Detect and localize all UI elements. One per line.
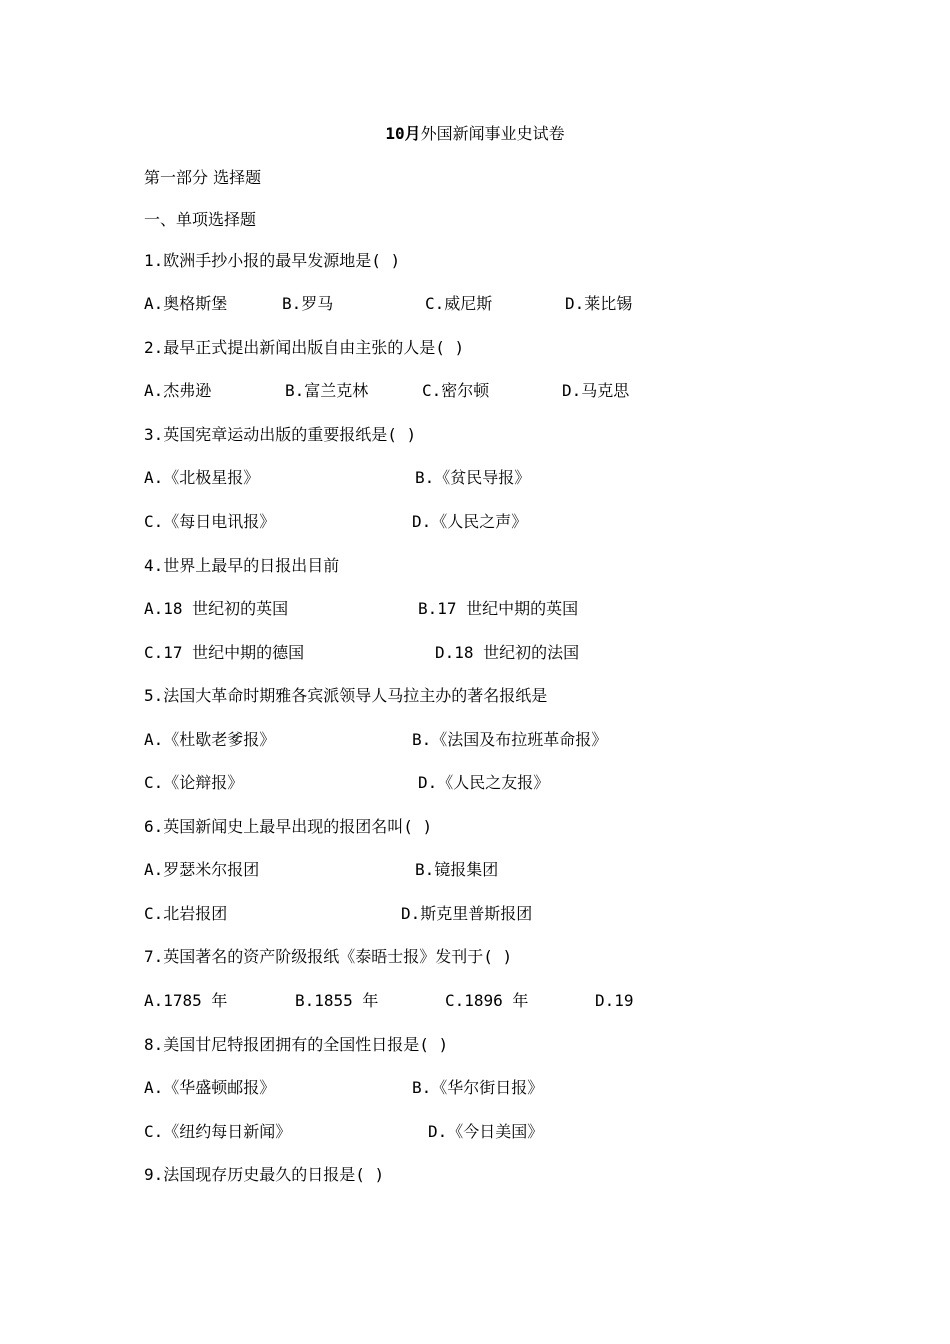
option-a: A.《杜歇老爹报》 [144,730,276,749]
option-b: B.富兰克林 [285,381,369,400]
option-b: B.《华尔街日报》 [412,1078,544,1097]
option-a: A.杰弗逊 [144,381,212,400]
question-stem: 4.世界上最早的日报出目前 [144,556,340,575]
document-title [0,124,950,144]
option-c: C.《纽约每日新闻》 [144,1122,292,1141]
option-b: B.17 世纪中期的英国 [418,599,579,618]
option-c: C.《论辩报》 [144,773,244,792]
option-c: C.威尼斯 [425,294,493,313]
option-c: C.北岩报团 [144,904,228,923]
title-text: 外国新闻事业史试卷 [420,124,565,143]
question-stem: 1.欧洲手抄小报的最早发源地是( ) [144,251,401,270]
part-heading: 第一部分 选择题 [144,168,262,187]
option-d: D.18 世纪初的法国 [435,643,580,662]
option-b: B.镜报集团 [415,860,499,879]
option-a: A.《华盛顿邮报》 [144,1078,276,1097]
option-d: D.莱比锡 [565,294,633,313]
option-c: C.《每日电讯报》 [144,512,276,531]
option-b: B.罗马 [282,294,334,313]
option-d: D.《今日美国》 [428,1122,544,1141]
question-stem: 8.美国甘尼特报团拥有的全国性日报是( ) [144,1035,449,1054]
option-c: C.17 世纪中期的德国 [144,643,305,662]
option-d: D.《人民之友报》 [418,773,550,792]
question-stem: 7.英国著名的资产阶级报纸《泰晤士报》发刊于( ) [144,947,513,966]
question-stem: 3.英国宪章运动出版的重要报纸是( ) [144,425,417,444]
option-d: D.斯克里普斯报团 [401,904,533,923]
title-number: 10 [385,124,405,143]
question-stem: 2.最早正式提出新闻出版自由主张的人是( ) [144,338,465,357]
option-a: A.奥格斯堡 [144,294,228,313]
option-a: A.《北极星报》 [144,468,260,487]
option-c: C.密尔顿 [422,381,490,400]
option-a: A.1785 年 [144,991,228,1010]
option-a: A.18 世纪初的英国 [144,599,289,618]
option-d: D.马克思 [562,381,630,400]
question-stem: 6.英国新闻史上最早出现的报团名叫( ) [144,817,433,836]
section-heading: 一、单项选择题 [144,210,257,229]
option-c: C.1896 年 [445,991,529,1010]
option-b: B.《法国及布拉班革命报》 [412,730,608,749]
title-month: 月 [404,124,421,143]
option-d: D.19 [595,991,634,1010]
option-b: B.1855 年 [295,991,379,1010]
option-d: D.《人民之声》 [412,512,528,531]
question-stem: 5.法国大革命时期雅各宾派领导人马拉主办的著名报纸是 [144,686,548,705]
option-a: A.罗瑟米尔报团 [144,860,260,879]
option-b: B.《贫民导报》 [415,468,531,487]
question-stem: 9.法国现存历史最久的日报是( ) [144,1165,385,1184]
